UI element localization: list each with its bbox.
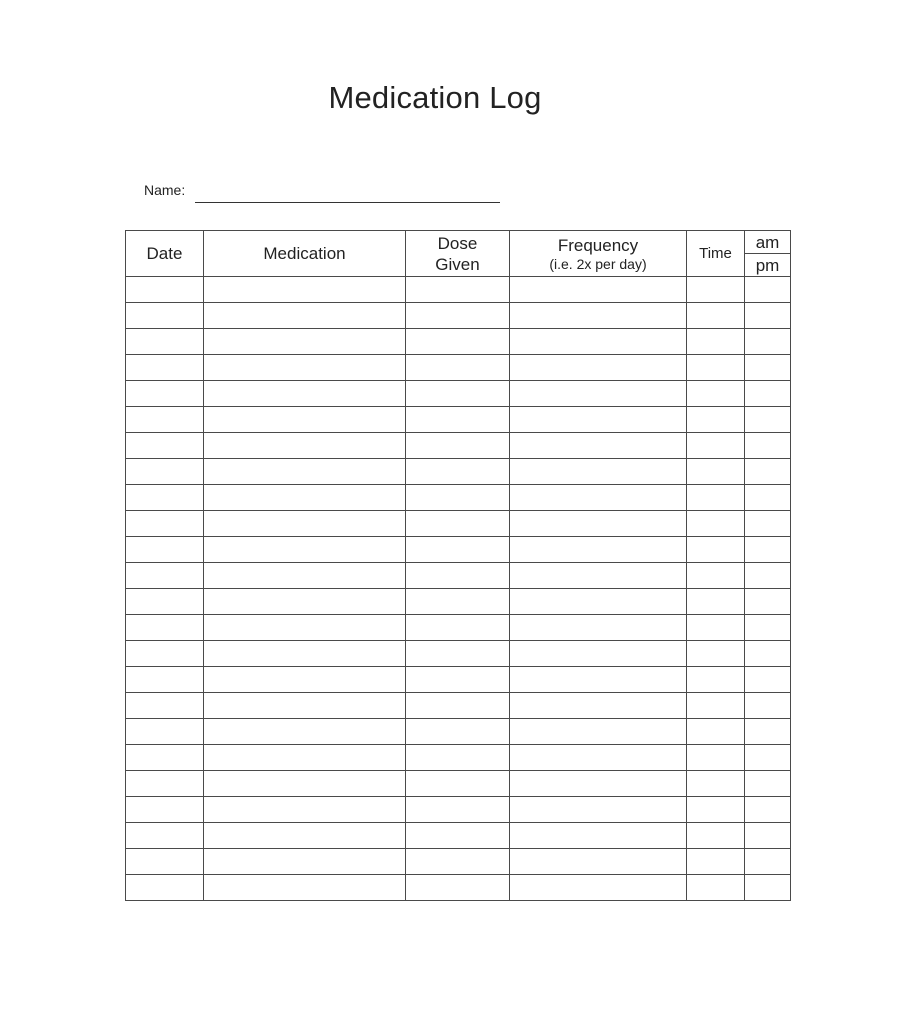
date-cell [126, 589, 204, 615]
table-row [126, 771, 791, 797]
date-cell [126, 745, 204, 771]
header-frequency-label: Frequency [557, 236, 639, 255]
table-row [126, 303, 791, 329]
time-cell [687, 563, 745, 589]
time-cell [687, 667, 745, 693]
frequency-cell [510, 693, 687, 719]
header-dose-given [406, 231, 510, 277]
date-cell [126, 875, 204, 901]
dose-cell [406, 433, 510, 459]
dose-cell [406, 563, 510, 589]
header-pm: pm [745, 254, 791, 277]
frequency-cell [510, 329, 687, 355]
medication-cell [204, 693, 406, 719]
header-medication: Medication [204, 231, 406, 277]
time-cell [687, 277, 745, 303]
ampm-cell [745, 537, 791, 563]
ampm-cell [745, 303, 791, 329]
time-cell [687, 615, 745, 641]
time-cell [687, 407, 745, 433]
frequency-cell [510, 537, 687, 563]
medication-cell [204, 433, 406, 459]
dose-cell [406, 849, 510, 875]
dose-cell [406, 485, 510, 511]
frequency-cell [510, 485, 687, 511]
medication-cell [204, 537, 406, 563]
time-cell [687, 875, 745, 901]
frequency-cell [510, 641, 687, 667]
log-body [126, 277, 791, 901]
frequency-cell [510, 511, 687, 537]
ampm-cell [745, 355, 791, 381]
dose-cell [406, 329, 510, 355]
date-cell [126, 563, 204, 589]
medication-cell [204, 381, 406, 407]
time-cell [687, 485, 745, 511]
table-row [126, 693, 791, 719]
medication-cell [204, 615, 406, 641]
frequency-cell [510, 589, 687, 615]
ampm-cell [745, 433, 791, 459]
date-cell [126, 719, 204, 745]
date-cell [126, 537, 204, 563]
table-row [126, 719, 791, 745]
dose-cell [406, 355, 510, 381]
table-row [126, 589, 791, 615]
header-frequency-note: (i.e. 2x per day) [549, 256, 647, 272]
dose-cell [406, 693, 510, 719]
dose-cell [406, 667, 510, 693]
date-cell [126, 459, 204, 485]
frequency-cell [510, 563, 687, 589]
name-field-row [144, 182, 500, 198]
ampm-cell [745, 277, 791, 303]
dose-cell [406, 823, 510, 849]
ampm-cell [745, 719, 791, 745]
table-row [126, 511, 791, 537]
medication-cell [204, 303, 406, 329]
table-row [126, 277, 791, 303]
ampm-cell [745, 329, 791, 355]
header-dose-line2: Given [435, 254, 480, 274]
date-cell [126, 485, 204, 511]
medication-cell [204, 797, 406, 823]
date-cell [126, 355, 204, 381]
medication-cell [204, 329, 406, 355]
ampm-cell [745, 823, 791, 849]
page-title: Medication Log [328, 80, 542, 115]
frequency-cell [510, 823, 687, 849]
date-cell [126, 329, 204, 355]
medication-cell [204, 719, 406, 745]
dose-cell [406, 589, 510, 615]
name-label: Name: [144, 182, 186, 198]
time-cell [687, 537, 745, 563]
table-row [126, 537, 791, 563]
time-cell [687, 459, 745, 485]
dose-cell [406, 719, 510, 745]
dose-cell [406, 303, 510, 329]
date-cell [126, 511, 204, 537]
header-time: Time [687, 231, 745, 277]
medication-cell [204, 407, 406, 433]
ampm-cell [745, 745, 791, 771]
table-row [126, 823, 791, 849]
frequency-cell [510, 615, 687, 641]
ampm-cell [745, 511, 791, 537]
time-cell [687, 693, 745, 719]
frequency-cell [510, 875, 687, 901]
dose-cell [406, 641, 510, 667]
date-cell [126, 407, 204, 433]
table-row [126, 355, 791, 381]
dose-cell [406, 771, 510, 797]
table-row [126, 563, 791, 589]
medication-cell [204, 641, 406, 667]
header-frequency [510, 231, 687, 277]
time-cell [687, 849, 745, 875]
date-cell [126, 849, 204, 875]
table-row [126, 329, 791, 355]
time-cell [687, 823, 745, 849]
dose-cell [406, 511, 510, 537]
frequency-cell [510, 277, 687, 303]
date-cell [126, 823, 204, 849]
frequency-cell [510, 459, 687, 485]
date-cell [126, 693, 204, 719]
medication-cell [204, 823, 406, 849]
date-cell [126, 641, 204, 667]
frequency-cell [510, 407, 687, 433]
dose-cell [406, 537, 510, 563]
medication-cell [204, 745, 406, 771]
ampm-cell [745, 459, 791, 485]
ampm-cell [745, 849, 791, 875]
table-row [126, 745, 791, 771]
date-cell [126, 667, 204, 693]
table-row [126, 407, 791, 433]
frequency-cell [510, 797, 687, 823]
frequency-cell [510, 771, 687, 797]
date-cell [126, 303, 204, 329]
time-cell [687, 511, 745, 537]
medication-cell [204, 355, 406, 381]
table-row [126, 641, 791, 667]
time-cell [687, 355, 745, 381]
time-cell [687, 797, 745, 823]
ampm-cell [745, 485, 791, 511]
time-cell [687, 641, 745, 667]
ampm-cell [745, 693, 791, 719]
table-row [126, 849, 791, 875]
table-row [126, 459, 791, 485]
time-cell [687, 771, 745, 797]
time-cell [687, 303, 745, 329]
dose-cell [406, 745, 510, 771]
ampm-cell [745, 875, 791, 901]
time-cell [687, 745, 745, 771]
frequency-cell [510, 667, 687, 693]
time-cell [687, 329, 745, 355]
header-date: Date [126, 231, 204, 277]
table-row [126, 381, 791, 407]
ampm-cell [745, 615, 791, 641]
table-row [126, 433, 791, 459]
header-dose-line1: Dose [437, 233, 478, 253]
date-cell [126, 615, 204, 641]
table-row [126, 875, 791, 901]
medication-cell [204, 849, 406, 875]
frequency-cell [510, 745, 687, 771]
medication-cell [204, 875, 406, 901]
medication-log-table [125, 230, 791, 901]
date-cell [126, 381, 204, 407]
ampm-cell [745, 797, 791, 823]
time-cell [687, 589, 745, 615]
ampm-cell [745, 563, 791, 589]
table-row [126, 615, 791, 641]
date-cell [126, 771, 204, 797]
date-cell [126, 433, 204, 459]
medication-cell [204, 485, 406, 511]
ampm-cell [745, 381, 791, 407]
dose-cell [406, 407, 510, 433]
dose-cell [406, 381, 510, 407]
dose-cell [406, 797, 510, 823]
ampm-cell [745, 667, 791, 693]
medication-cell [204, 771, 406, 797]
table-row [126, 797, 791, 823]
time-cell [687, 433, 745, 459]
frequency-cell [510, 719, 687, 745]
dose-cell [406, 615, 510, 641]
frequency-cell [510, 355, 687, 381]
dose-cell [406, 875, 510, 901]
table-row [126, 667, 791, 693]
dose-cell [406, 277, 510, 303]
frequency-cell [510, 433, 687, 459]
medication-cell [204, 511, 406, 537]
medication-cell [204, 589, 406, 615]
frequency-cell [510, 303, 687, 329]
time-cell [687, 719, 745, 745]
medication-cell [204, 277, 406, 303]
date-cell [126, 797, 204, 823]
ampm-cell [745, 589, 791, 615]
medication-cell [204, 563, 406, 589]
table-row [126, 485, 791, 511]
date-cell [126, 277, 204, 303]
frequency-cell [510, 849, 687, 875]
dose-cell [406, 459, 510, 485]
time-cell [687, 381, 745, 407]
ampm-cell [745, 641, 791, 667]
ampm-cell [745, 771, 791, 797]
medication-cell [204, 667, 406, 693]
ampm-cell [745, 407, 791, 433]
medication-cell [204, 459, 406, 485]
header-am: am [745, 231, 791, 254]
frequency-cell [510, 381, 687, 407]
name-blank-line [195, 202, 500, 203]
